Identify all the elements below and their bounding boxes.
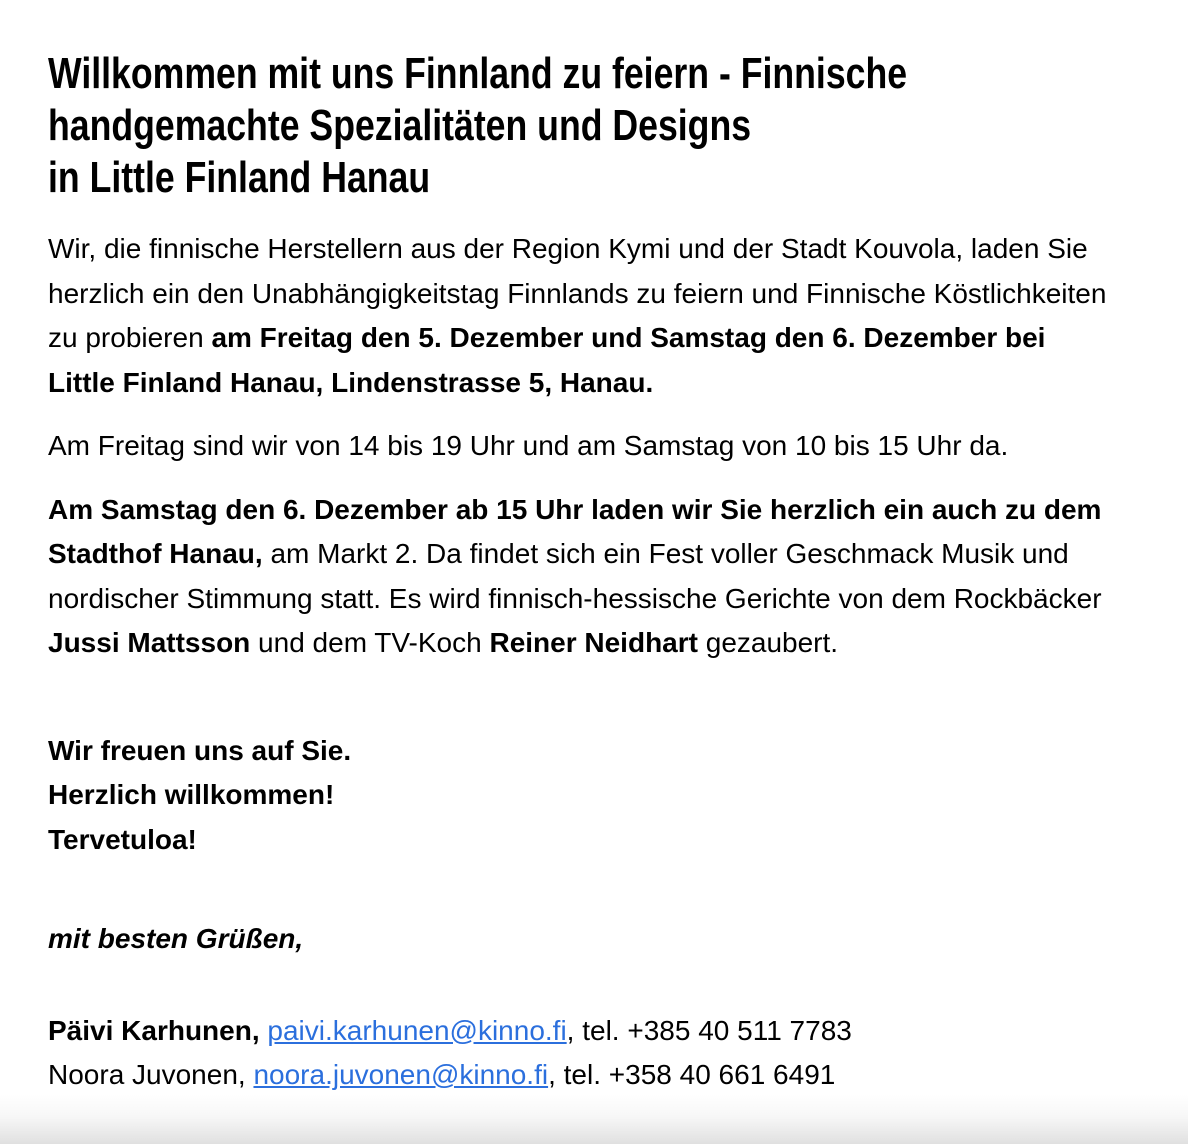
intro-paragraph bbox=[48, 227, 1112, 405]
greeting-line-3: Tervetuloa! bbox=[48, 823, 197, 855]
title-line-2: handgemachte Spezialitäten und Designs bbox=[48, 101, 752, 150]
hours-text: Am Freitag sind wir von 14 bis 19 Uhr und am Samstag von 10 bis 15 Uhr da. bbox=[48, 430, 1009, 461]
title-line-1: Willkommen mit uns Finnland zu feiern - Finnische bbox=[48, 49, 908, 98]
contact-name-paivi: Päivi Karhunen, bbox=[48, 1014, 268, 1046]
intro-dates-bold: am Freitag den 5. Dezember und Samstag den 6. Dezember bei Little Finland Hanau, Lindenstrasse 5, Hanau. bbox=[48, 322, 1046, 398]
stadthof-text-1: am Markt 2. Da findet sich ein Fest voller Geschmack Musik und nordischer Stimmung statt. Es wird finnisch-hessische Gerichte von dem Rockbäcker bbox=[48, 538, 1102, 614]
email-body bbox=[48, 0, 1112, 1098]
greeting-block bbox=[48, 729, 1112, 863]
page-bottom-fade bbox=[0, 1094, 1188, 1144]
contact-name-noora: Noora Juvonen, bbox=[48, 1059, 254, 1090]
email-link-paivi[interactable]: paivi.karhunen@kinno.fi bbox=[267, 1014, 567, 1046]
title-line-3: in Little Finland Hanau bbox=[48, 153, 431, 202]
hours-paragraph bbox=[48, 424, 1112, 469]
email-link-noora[interactable]: noora.juvonen@kinno.fi bbox=[253, 1059, 549, 1090]
stadthof-bold: Am Samstag den 6. Dezember ab 15 Uhr laden wir Sie herzlich ein auch zu dem Stadthof Hanau, bbox=[48, 493, 1102, 569]
intro-text: Wir, die finnische Herstellern aus der Region Kymi und der Stadt Kouvola, laden Sie herzlich ein den Unabhängigkeitstag Finnlands zu feiern und Finnische Köstlichkeiten zu probieren bbox=[48, 233, 1107, 353]
greeting-line-2: Herzlich willkommen! bbox=[48, 779, 335, 810]
page-title bbox=[48, 48, 910, 204]
stadthof-text-3: gezaubert. bbox=[697, 627, 839, 658]
contact-row-paivi bbox=[48, 1009, 1112, 1054]
contact-phone-noora: , tel. +358 40 661 6491 bbox=[548, 1059, 836, 1090]
greeting-line-1: Wir freuen uns auf Sie. bbox=[48, 734, 352, 766]
contact-block bbox=[48, 1009, 1112, 1098]
chef-name-jussi: Jussi Mattsson bbox=[48, 627, 251, 658]
signoff: mit besten Grüßen, bbox=[48, 923, 304, 954]
stadthof-paragraph bbox=[48, 488, 1112, 666]
contact-row-noora bbox=[48, 1053, 1112, 1098]
stadthof-text-2: und dem TV-Koch bbox=[250, 627, 490, 658]
contact-phone-paivi: , tel. +385 40 511 7783 bbox=[566, 1014, 852, 1046]
chef-name-reiner: Reiner Neidhart bbox=[489, 627, 698, 658]
